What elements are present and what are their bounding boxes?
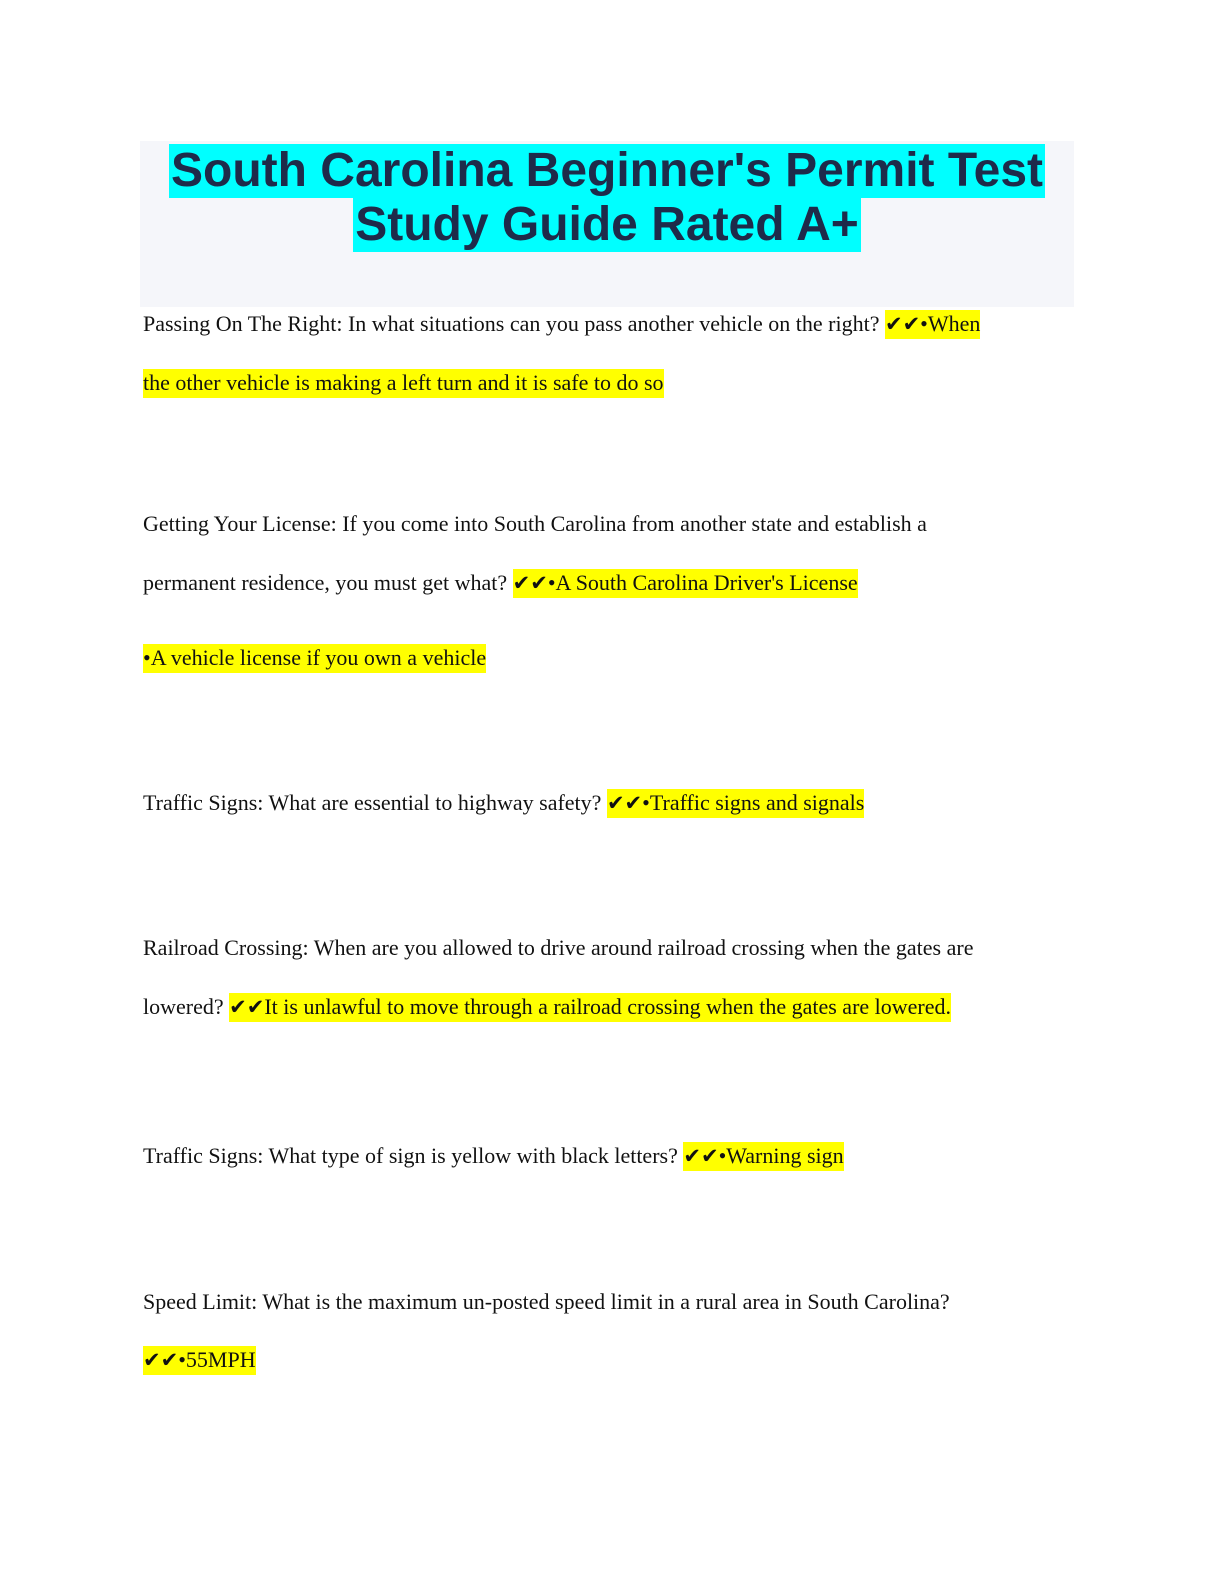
qa-4-line-1	[143, 935, 1063, 961]
answer-text: •Warning sign	[718, 1143, 844, 1168]
qa-1-line-2	[143, 370, 1063, 396]
answer-text: •When	[920, 311, 981, 336]
title-block	[140, 141, 1074, 307]
document-title-line-1: South Carolina Beginner's Permit Test	[170, 144, 1043, 197]
question-text: Railroad Crossing: When are you allowed to drive around railroad crossing when the gates are	[143, 935, 974, 960]
question-text: Getting Your License: If you come into South Carolina from another state and establish a	[143, 511, 927, 536]
qa-6-line-1	[143, 1289, 1063, 1315]
answer-text: •A vehicle license if you own a vehicle	[143, 644, 486, 673]
double-check-icon: ✔✔	[683, 1144, 719, 1168]
answer-highlight	[607, 789, 864, 818]
double-check-icon: ✔✔	[512, 571, 548, 595]
double-check-icon: ✔✔	[606, 791, 643, 815]
answer-text: •55MPH	[178, 1347, 256, 1372]
qa-4-line-2	[143, 994, 1063, 1020]
question-text: Speed Limit: What is the maximum un-posted speed limit in a rural area in South Carolina?	[143, 1289, 950, 1314]
qa-5-line-1	[143, 1143, 1063, 1169]
answer-text: •Traffic signs and signals	[642, 790, 865, 815]
answer-text: It is unlawful to move through a railroad crossing when the gates are lowered.	[264, 994, 952, 1019]
answer-highlight	[885, 310, 980, 339]
answer-highlight	[683, 1142, 843, 1171]
answer-text: •A South Carolina Driver's License	[547, 570, 858, 595]
document-title-line-2: Study Guide Rated A+	[355, 198, 859, 251]
question-text: permanent residence, you must get what?	[143, 570, 513, 595]
question-text: Traffic Signs: What are essential to highway safety?	[143, 790, 607, 815]
qa-2-line-3	[143, 645, 1063, 671]
question-text: lowered?	[143, 994, 230, 1019]
answer-highlight	[513, 569, 858, 598]
qa-3-line-1	[143, 790, 1063, 816]
answer-text: the other vehicle is making a left turn and it is safe to do so	[143, 369, 664, 398]
qa-6-line-2	[143, 1347, 1063, 1373]
question-text: Traffic Signs: What type of sign is yellow with black letters?	[143, 1143, 684, 1168]
question-text: Passing On The Right: In what situations can you pass another vehicle on the right?	[143, 311, 885, 336]
double-check-icon: ✔✔	[884, 312, 921, 336]
answer-highlight	[143, 1346, 256, 1375]
answer-highlight	[229, 993, 951, 1022]
double-check-icon: ✔✔	[143, 1348, 179, 1372]
qa-2-line-2	[143, 570, 1063, 596]
qa-1-line-1	[143, 311, 1063, 337]
qa-2-line-1	[143, 511, 1063, 537]
double-check-icon: ✔✔	[229, 995, 265, 1019]
